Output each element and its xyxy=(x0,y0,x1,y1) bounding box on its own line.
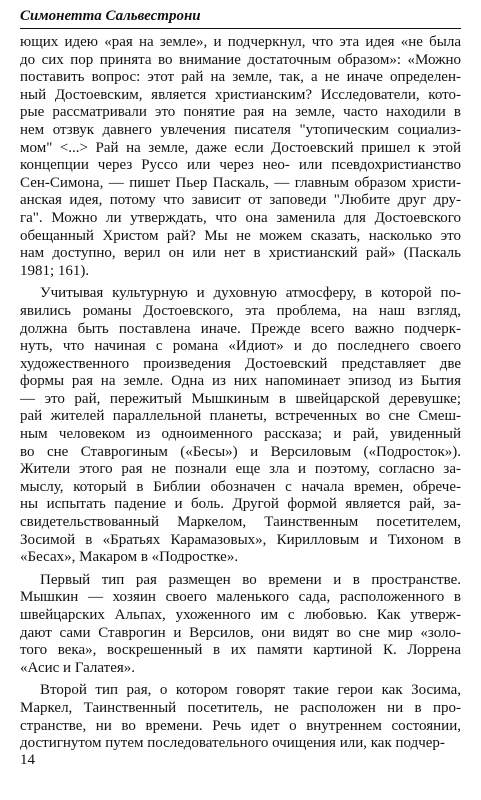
paragraph xyxy=(20,682,461,752)
text-line: свидетельствованный Маркелом, Таинственным посетителем, xyxy=(20,514,461,531)
text-line: рые рассматривали это понятие рая на земле, часто находили в xyxy=(20,104,461,121)
text-line: концепции через Руссо или через нео- или псевдохристианство xyxy=(20,157,461,174)
text-line: Жители этого рая не познали еще зла и поэтому, согласно за- xyxy=(20,461,461,478)
text-line: анская идея, потому что зависит от заповеди "Любите друг дру- xyxy=(20,192,461,209)
text-line: обещанный Христом рай? Мы не можем сказать, насколько это xyxy=(20,227,461,244)
text-line: ющих идею «рая на земле», и подчеркнул, что эта идея «не была xyxy=(20,34,461,50)
text-line: Маркел, Таинственный посетитель, не расположен ни в про- xyxy=(20,699,461,716)
paragraph xyxy=(20,285,461,567)
text-line: га". Можно ли утверждать, что она заменила для Достоевского xyxy=(20,209,461,226)
text-line: того века», воскрешенный в их памяти картиной К. Лоррена xyxy=(20,642,461,659)
header-author: Симонетта Сальвестрони xyxy=(20,8,201,24)
text-line: «Асис и Галатея». xyxy=(20,659,136,676)
text-line: мыслу, который в Библии обозначен с начала времен, обрече- xyxy=(20,478,461,495)
body-text xyxy=(20,34,461,753)
text-line: нуть, что начиная с романа «Идиот» и до последнего своего xyxy=(20,338,461,355)
text-line: до сих пор принята во внимание достаточным образом»: «Можно xyxy=(20,51,461,68)
text-line: Зосимой в «Братьях Карамазовых», Кирилловым и Тихоном в xyxy=(20,531,461,548)
text-line: нем отзвук давнего увлечения писателя "утопическим социализ- xyxy=(20,121,461,138)
text-line: мом" <...> Рай на земле, даже если Достоевский пришел к этой xyxy=(20,139,461,156)
text-line: Мышкин — хозяин своего маленького сада, расположенного в xyxy=(20,589,461,606)
text-line: поставить вопрос: этот рай на земле, так, а не иначе определен- xyxy=(20,69,461,86)
text-line: ный Достоевским, является христианским? Исследователи, кото- xyxy=(20,86,461,103)
text-line: странстве, ни во времени. Речь идет о внутреннем состоянии, xyxy=(20,717,461,734)
text-line: во сне Ставрогиным («Бесы») и Версиловым («Подросток»). xyxy=(20,443,461,460)
running-header xyxy=(20,6,461,29)
text-line: швейцарских Альпах, ухоженного им с любовью. Как утверж- xyxy=(20,607,461,623)
page-number: 14 xyxy=(20,752,35,768)
text-line: Первый тип рая размещен во времени и в пространстве. xyxy=(40,571,461,588)
text-line: ным человеком из одноименного рассказа; и рай, увиденный xyxy=(20,426,461,443)
text-line: художественного произведения Достоевский представляет две xyxy=(20,355,461,372)
text-line: Сен-Симона, — пишет Пьер Паскаль, — главным образом христи- xyxy=(20,174,461,191)
text-line: достигнутом путем последовательного очищения или, как подчер- xyxy=(20,735,445,752)
text-line: формы рая на земле. Одна из них напоминает эпизод из Бытия xyxy=(20,373,461,390)
text-line: рай жителей параллельной планеты, встреченных во сне Смеш- xyxy=(20,408,461,425)
text-line: нам доступно, верил он или нет в христианский рай» (Паскаль xyxy=(20,245,461,262)
text-line: Второй тип рая, о котором говорят такие герои как Зосима, xyxy=(40,682,461,699)
text-line: дают сами Ставрогин и Версилов, они видят во сне мир «золо- xyxy=(20,624,461,641)
text-line: Учитывая культурную и духовную атмосферу, в которой по- xyxy=(40,285,461,302)
text-line: ны испытать падение и боль. Другой формой является рай, за- xyxy=(20,496,461,513)
paragraph xyxy=(20,34,461,280)
text-line: «Бесах», Макаром в «Подростке». xyxy=(20,549,239,566)
text-line: должна быть поставлена иначе. Прежде всего важно подчерк- xyxy=(20,320,461,337)
text-line: явились романы Достоевского, эта проблема, на наш взгляд, xyxy=(20,302,461,319)
paragraph xyxy=(20,572,461,678)
text-line: 1981; 161). xyxy=(20,262,90,279)
text-line: — это рай, пережитый Мышкиным в швейцарской деревушке; xyxy=(20,390,461,407)
